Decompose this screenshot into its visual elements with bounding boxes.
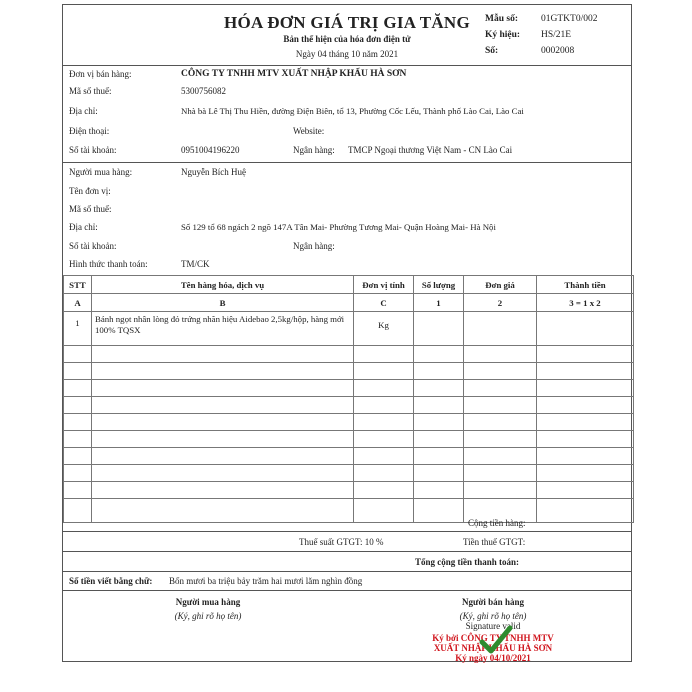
form-value: 01GTKT0/002: [541, 14, 598, 24]
invoice-date: Ngày 04 tháng 10 năm 2021: [295, 49, 399, 59]
buyer-unit-label: Tên đơn vị:: [69, 186, 111, 196]
code-2: 2: [464, 294, 537, 312]
row-product: Bánh ngọt nhân lòng đỏ trứng nhãn hiệu Aidebao 2,5kg/hộp, hàng mới 100% TQSX: [92, 312, 354, 346]
buyer-tax-label: Mã số thuế:: [69, 204, 112, 214]
words-value: Bốn mươi ba triệu bảy trăm hai mươi lăm nghìn đồng: [169, 576, 363, 586]
table-row-empty: [64, 482, 634, 499]
subtotal-label: Cộng tiền hàng:: [468, 518, 526, 528]
row-price: [464, 312, 537, 346]
buyer-name-label: Người mua hàng:: [69, 167, 133, 177]
table-row-empty: [64, 363, 634, 380]
row-quantity: [414, 312, 464, 346]
buyer-payment-label: Hình thức thanh toán:: [69, 259, 148, 269]
divider: [63, 162, 631, 163]
table-row: [64, 312, 634, 346]
buyer-payment-value: TM/CK: [181, 259, 210, 269]
invoice-meta: [485, 14, 625, 64]
buyer-account-label: Số tài khoản:: [69, 241, 117, 251]
invoice-sheet: [62, 4, 632, 662]
symbol-value: HS/21E: [541, 30, 572, 40]
signature-valid-text: Signature valid: [465, 621, 521, 631]
seller-unit-value: CÔNG TY TNHH MTV XUẤT NHẬP KHẨU HÀ SƠN: [181, 69, 407, 79]
items-table: [63, 275, 634, 523]
table-row-empty: [64, 448, 634, 465]
buyer-signature: [143, 597, 273, 621]
words-label: Số tiền viết bằng chữ:: [69, 576, 153, 586]
header-stt: STT: [64, 276, 92, 294]
buyer-name-value: Nguyễn Bích Huệ: [181, 167, 246, 177]
vat-rate-label: Thuế suất GTGT: 10 %: [299, 537, 384, 547]
code-1: 1: [414, 294, 464, 312]
code-c: C: [354, 294, 414, 312]
buyer-sign-title: Người mua hàng: [175, 597, 241, 607]
table-row-empty: [64, 465, 634, 482]
header-amount: Thành tiền: [537, 276, 634, 294]
check-icon: [479, 625, 513, 655]
divider: [63, 571, 631, 572]
signed-by-line-2: XUẤT NHẬP KHẨU HÀ SƠN: [433, 643, 553, 653]
header-quantity: Số lượng: [414, 276, 464, 294]
divider: [63, 531, 631, 532]
code-b: B: [92, 294, 354, 312]
seller-address-value: Nhà bà Lê Thị Thu Hiền, đường Điện Biên, tổ 13, Phường Cốc Lếu, Thành phố Lào Cai, Lào Cai: [181, 106, 524, 116]
table-row-empty: [64, 414, 634, 431]
grand-total-label: Tổng cộng tiền thanh toán:: [415, 557, 520, 567]
table-code-row: [64, 294, 634, 312]
seller-sign-note: (Ký, ghi rõ họ tên): [459, 611, 527, 621]
invoice-title: HÓA ĐƠN GIÁ TRỊ GIA TĂNG: [223, 13, 471, 32]
header-product: Tên hàng hóa, dịch vụ: [92, 276, 354, 294]
seller-bank-value: TMCP Ngoại thương Việt Nam - CN Lào Cai: [348, 145, 513, 155]
row-amount: [537, 312, 634, 346]
seller-account-value: 0951004196220: [181, 145, 240, 155]
seller-sign-title: Người bán hàng: [462, 597, 524, 607]
header-unit: Đơn vị tính: [354, 276, 414, 294]
form-label: Mẫu số:: [485, 14, 518, 24]
buyer-bank-label: Ngân hàng:: [293, 241, 335, 251]
signed-date: Ký ngày 04/10/2021: [455, 653, 531, 663]
buyer-address-value: Số 129 tổ 68 ngách 2 ngõ 147A Tân Mai- Phường Tương Mai- Quận Hoàng Mai- Hà Nội: [181, 222, 496, 232]
divider: [63, 590, 631, 591]
symbol-label: Ký hiệu:: [485, 30, 521, 40]
buyer-sign-note: (Ký, ghi rõ họ tên): [174, 611, 242, 621]
header-price: Đơn giá: [464, 276, 537, 294]
divider: [63, 551, 631, 552]
number-label: Số:: [485, 46, 499, 56]
seller-account-label: Số tài khoản:: [69, 145, 117, 155]
table-row-empty: [64, 431, 634, 448]
seller-tax-value: 5300756082: [181, 86, 226, 96]
seller-phone-label: Điện thoại:: [69, 126, 110, 136]
seller-address-label: Địa chỉ:: [69, 106, 98, 116]
invoice-header: [63, 5, 631, 65]
table-header-row: [64, 276, 634, 294]
buyer-address-label: Địa chỉ:: [69, 222, 98, 232]
code-3: 3 = 1 x 2: [537, 294, 634, 312]
signed-by-line-1: Ký bởi CÔNG TY TNHH MTV: [432, 633, 554, 643]
code-a: A: [64, 294, 92, 312]
vat-amount-label: Tiền thuế GTGT:: [463, 537, 526, 547]
row-unit: Kg: [354, 312, 414, 346]
divider: [63, 65, 631, 66]
row-stt: 1: [64, 312, 92, 346]
number-value: 0002008: [541, 46, 575, 56]
invoice-subtitle: Bản thể hiện của hóa đơn điện tử: [283, 34, 411, 44]
table-row-empty: [64, 346, 634, 363]
table-row-empty: [64, 499, 634, 523]
seller-unit-label: Đơn vị bán hàng:: [69, 69, 132, 79]
table-row-empty: [64, 397, 634, 414]
seller-tax-label: Mã số thuế:: [69, 86, 112, 96]
seller-website-label: Website:: [293, 126, 325, 136]
seller-bank-label: Ngân hàng:: [293, 145, 335, 155]
table-row-empty: [64, 380, 634, 397]
